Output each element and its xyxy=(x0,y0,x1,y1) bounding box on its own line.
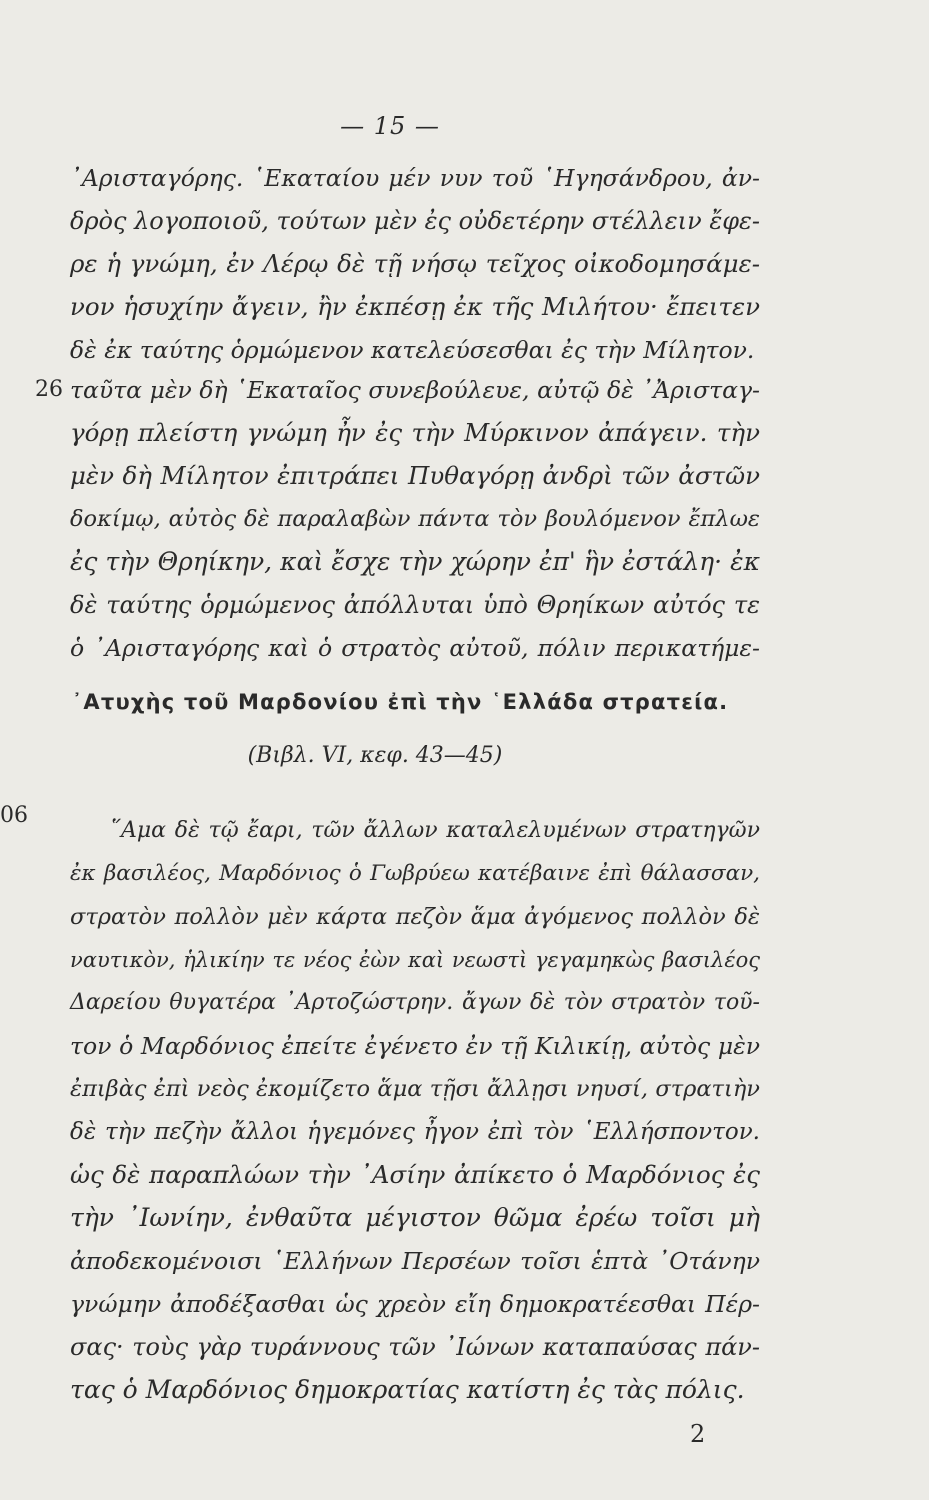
margin-marker: 06 xyxy=(0,803,28,828)
text-line: ἐπιβὰς ἐπὶ νεὸς ἐκομίζετο ἅμα τῇσι ἄλλῃσι νηυσί, στρατιὴν xyxy=(70,1076,760,1102)
section-reference: (Βιβλ. VI, κεφ. 43—45) xyxy=(247,743,503,768)
text-line: τας ὁ Μαρδόνιος δημοκρατίας κατίστη ἐς τὰς πόλις. xyxy=(70,1375,745,1404)
text-line: μὲν δὴ Μίλητον ἐπιτράπει Πυθαγόρῃ ἀνδρὶ τῶν ἀστῶν xyxy=(70,461,760,490)
text-line: ταῦτα μὲν δὴ ῾Εκαταῖος συνεβούλευε, αὐτῷ δὲ ᾿Ἀρισταγ- xyxy=(70,376,760,404)
text-line: δὲ ταύτης ὁρμώμενος ἀπόλλυται ὑπὸ Θρηίκων αὐτός τε xyxy=(70,591,760,619)
text-line: στρατὸν πολλὸν μὲν κάρτα πεζὸν ἅμα ἀγόμενος πολλὸν δὲ xyxy=(70,904,760,930)
signature-mark: 2 xyxy=(690,1420,706,1448)
text-line: ῞Αμα δὲ τῷ ἔαρι, τῶν ἄλλων καταλελυμένων στρατηγῶν xyxy=(110,818,760,843)
text-line: ὁ ᾿Αρισταγόρης καὶ ὁ στρατὸς αὐτοῦ, πόλιν περικατήμε- xyxy=(70,634,760,662)
text-line: ἐς τὴν Θρηίκην, καὶ ἔσχε τὴν χώρην ἐπ' ἣν ἐστάλη· ἐκ xyxy=(70,547,760,576)
text-line: νον ἡσυχίην ἄγειν, ἢν ἐκπέσῃ ἐκ τῆς Μιλήτου· ἔπειτεν xyxy=(70,292,760,321)
text-line: τὴν ᾿Ιωνίην, ἐνθαῦτα μέγιστον θῶμα ἐρέω τοῖσι μὴ xyxy=(70,1203,760,1232)
page-number: — 15 — xyxy=(340,112,440,140)
text-line: σας· τοὺς γὰρ τυράννους τῶν ᾿Ιώνων καταπαύσας πάν- xyxy=(70,1333,760,1361)
text-line: δρὸς λογοποιοῦ, τούτων μὲν ἐς οὐδετέρην στέλλειν ἔφε- xyxy=(70,207,760,235)
text-line: δὲ τὴν πεζὴν ἄλλοι ἡγεμόνες ἦγον ἐπὶ τὸν ῾Ελλήσποντον. xyxy=(70,1119,760,1145)
text-line: ἐκ βασιλέος, Μαρδόνιος ὁ Γωβρύεω κατέβαινε ἐπὶ θάλασσαν, xyxy=(70,861,760,886)
text-line: ᾿Αρισταγόρης. ῾Εκαταίου μέν νυν τοῦ ῾Ηγησάνδρου, ἀν- xyxy=(70,164,760,192)
text-line: τον ὁ Μαρδόνιος ἐπείτε ἐγένετο ἐν τῇ Κιλικίῃ, αὐτὸς μὲν xyxy=(70,1032,760,1060)
text-line: γνώμην ἀποδέξασθαι ὡς χρεὸν εἴη δημοκρατέεσθαι Πέρ- xyxy=(70,1290,760,1318)
margin-marker: 26 xyxy=(35,377,63,402)
section-heading: ᾿Ατυχὴς τοῦ Μαρδονίου ἐπὶ τὴν ῾Ελλάδα στρατεία. xyxy=(71,690,729,714)
text-line: δὲ ἐκ ταύτης ὁρμώμενον κατελεύσεσθαι ἐς τὴν Μίλητον. xyxy=(70,336,755,364)
text-line: γόρῃ πλείστη γνώμη ἦν ἐς τὴν Μύρκινον ἀπάγειν. τὴν xyxy=(70,418,760,447)
text-line: ρε ἡ γνώμη, ἐν Λέρῳ δὲ τῇ νήσῳ τεῖχος οἰκοδομησάμε- xyxy=(70,249,760,278)
text-line: δοκίμῳ, αὐτὸς δὲ παραλαβὼν πάντα τὸν βουλόμενον ἔπλωε xyxy=(70,506,760,532)
text-line: ὡς δὲ παραπλώων τὴν ᾿Ασίην ἀπίκετο ὁ Μαρδόνιος ἐς xyxy=(70,1160,760,1189)
text-line: Δαρείου θυγατέρα ᾿Αρτοζώστρην. ἄγων δὲ τὸν στρατὸν τοῦ- xyxy=(70,990,760,1015)
text-line: ἀποδεκομένοισι ῾Ελλήνων Περσέων τοῖσι ἑπτὰ ᾿Οτάνην xyxy=(70,1247,760,1275)
text-line: ναυτικὸν, ἡλικίην τε νέος ἐὼν καὶ νεωστὶ γεγαμηκὼς βασιλέος xyxy=(70,948,760,972)
